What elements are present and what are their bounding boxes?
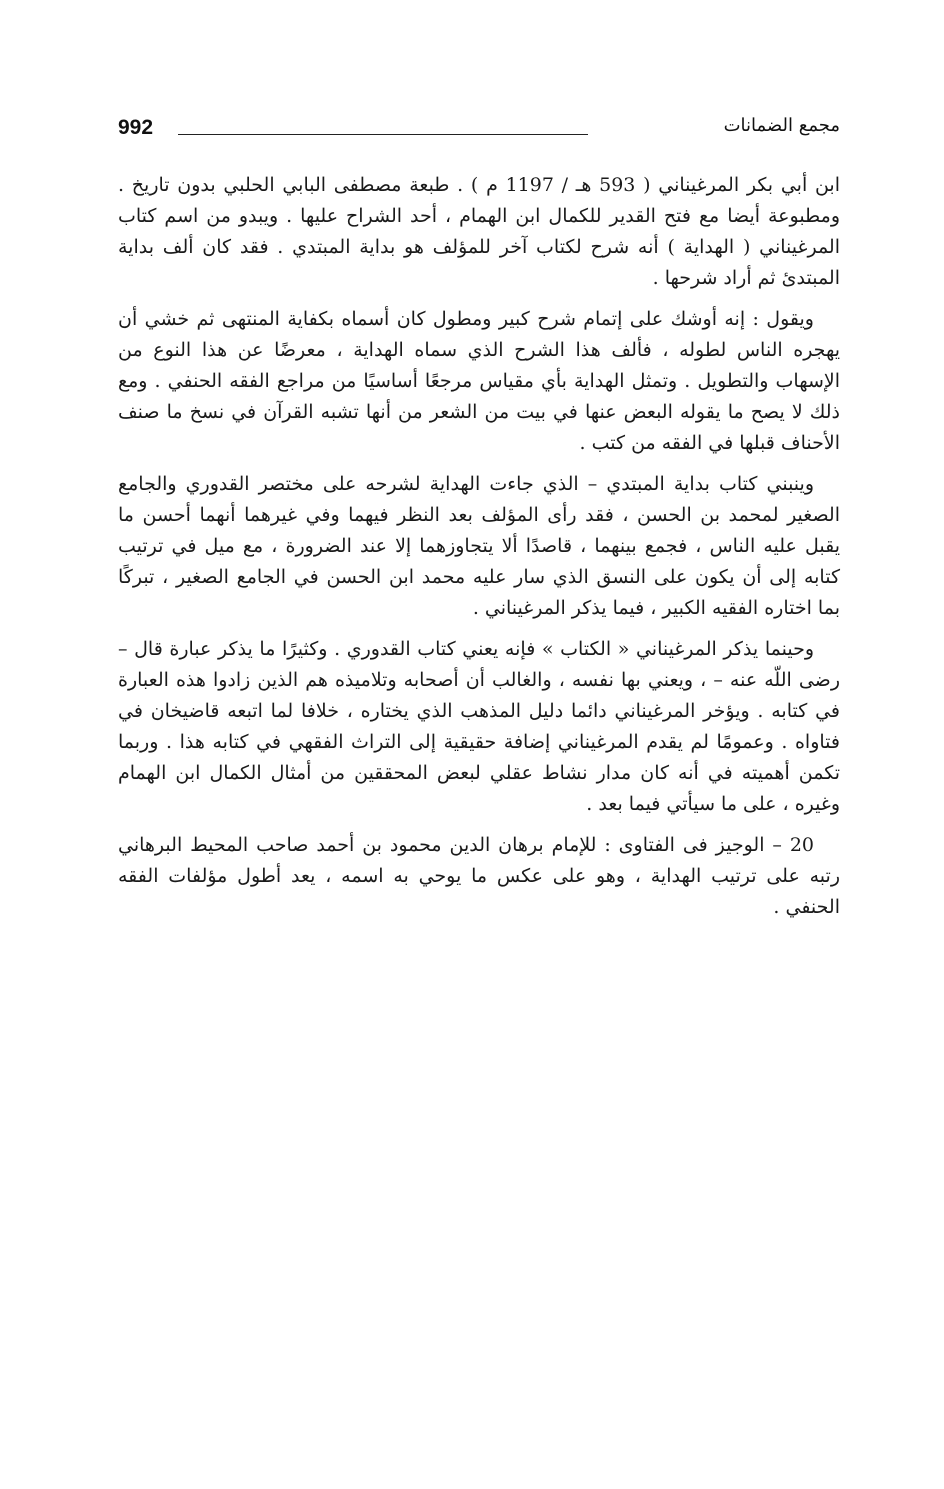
- paragraph-continuation: ابن أبي بكر المرغيناني ( 593 هـ / 1197 م ) . طبعة مصطفى البابي الحلبي بدون تاريخ . ومطبوعة أيضا مع فتح القدير للكمال ابن الهمام ، أحد الشراح عليها . ويبدو من اسم كتاب المرغيناني ( الهداية ) أنه شرح لكتاب آخر للمؤلف هو بداية المبتدي . فقد كان ألف بداية المبتدئ ثم أراد شرحها .: [118, 174, 840, 289]
- header-rule: [178, 134, 588, 135]
- book-page: [118, 112, 840, 1312]
- paragraph-al-wajiz: 20 – الوجيز فى الفتاوى : للإمام برهان الدين محمود بن أحمد صاحب المحيط البرهاني رتبه على ترتيب الهداية ، وهو على عكس ما يوحي به اسمه ، يعد أطول مؤلفات الفقه الحنفي .: [118, 834, 840, 918]
- page-number: 992: [118, 116, 154, 139]
- paragraph-bidayat-al-mubtadi: وينبني كتاب بداية المبتدي – الذي جاءت الهداية لشرحه على مختصر القدوري والجامع الصغير لمحمد بن الحسن ، فقد رأى المؤلف بعد النظر فيهما وفي غيرهما أنهما أحسن ما يقبل عليه الناس ، فجمع بينهما ، قاصدًا ألا يتجاوزهما إلا عند الضرورة ، مع ميل في ترتيب كتابه إلى أن يكون على النسق الذي سار عليه محمد ابن الحسن في الجامع الصغير ، تبركًا بما اختاره الفقيه الكبير ، فيما يذكر المرغيناني .: [118, 473, 840, 619]
- paragraph-al-kitab: وحينما يذكر المرغيناني « الكتاب » فإنه يعني كتاب القدوري . وكثيرًا ما يذكر عبارة قال – رضى اللّه عنه – ، ويعني بها نفسه ، والغالب أن أصحابه وتلاميذه هم الذين زادوا هذه العبارة في كتابه . ويؤخر المرغيناني دائما دليل المذهب الذي يختاره ، خلافا لما اتبعه قاضيخان في فتاواه . وعمومًا لم يقدم المرغيناني إضافة حقيقية إلى التراث الفقهي في كتابه هذا . وربما تكمن أهميته في أنه كان مدار نشاط عقلي لبعض المحققين من أمثال الكمال ابن الهمام وغيره ، على ما سيأتي فيما بعد .: [118, 638, 840, 815]
- body-text: [118, 170, 840, 933]
- paragraph-kifayat-al-muntaha: ويقول : إنه أوشك على إتمام شرح كبير ومطول كان أسماه بكفاية المنتهى ثم خشي أن يهجره الناس لطوله ، فألف هذا الشرح الذي سماه الهداية ، معرضًا عن هذا النوع من الإسهاب والتطويل . وتمثل الهداية بأي مقياس مرجعًا أساسيًا من مراجع الفقه الحنفي . ومع ذلك لا يصح ما يقوله البعض عنها في بيت من الشعر من أنها تشبه القرآن في نسخ ما صنف الأحناف قبلها في الفقه من كتب .: [118, 308, 840, 454]
- book-title: مجمع الضمانات: [723, 115, 840, 136]
- running-head: [118, 112, 840, 148]
